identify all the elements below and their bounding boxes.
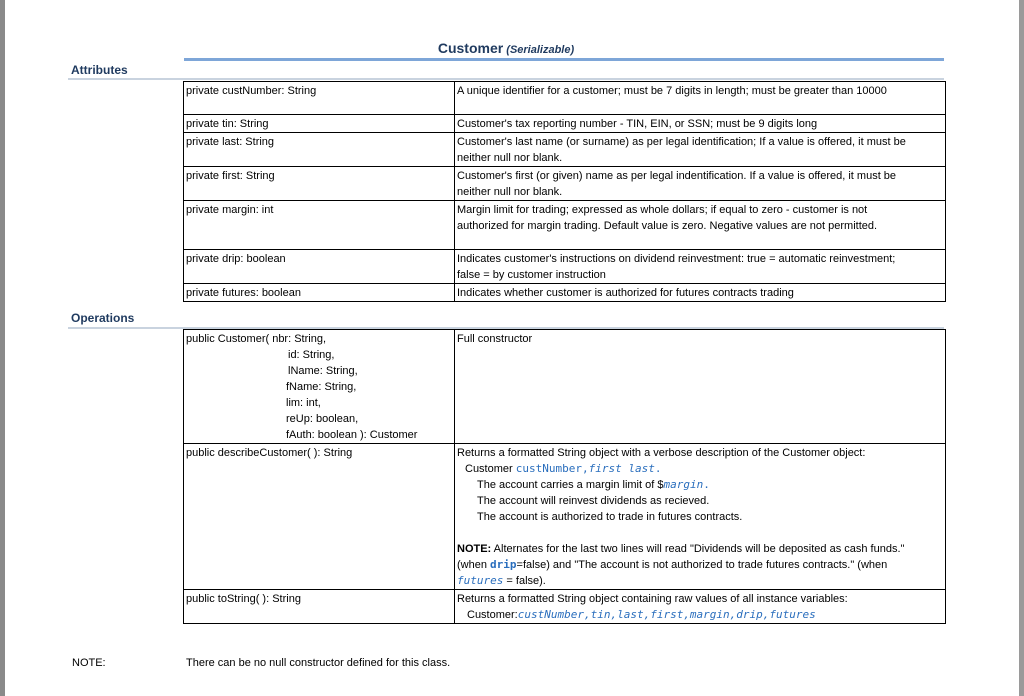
footer-note-text: There can be no null constructor defined for this class. [186,657,451,669]
attribute-signature: private last: String [184,133,455,167]
attribute-signature: private tin: String [184,115,455,133]
attributes-rule [68,78,944,80]
attribute-signature: private futures: boolean [184,284,455,302]
table-row [184,250,946,284]
table-row [184,590,946,624]
class-name: Customer [437,40,504,56]
attributes-heading: Attributes [71,63,128,77]
page-title [0,40,1012,56]
window-edge-left [0,0,5,696]
attribute-signature: private drip: boolean [184,250,455,284]
table-row [184,167,946,201]
attribute-description: Customer's last name (or surname) as per legal identification; If a value is offered, it must be neither null nor blank. [455,133,946,167]
attribute-description: Indicates whether customer is authorized for futures contracts trading [455,284,946,302]
operation-description: Full constructor [455,330,946,444]
attribute-signature: private first: String [184,167,455,201]
attribute-description: Customer's tax reporting number - TIN, EIN, or SSN; must be 9 digits long [455,115,946,133]
window-edge-right [1019,0,1024,696]
table-row [184,133,946,167]
table-row [184,284,946,302]
attribute-signature: private custNumber: String [184,82,455,115]
table-row [184,82,946,115]
table-row [184,115,946,133]
operations-heading: Operations [71,311,135,325]
footer-note-label: NOTE: [72,657,106,669]
table-row [184,201,946,250]
operation-signature: public describeCustomer( ): String [184,444,455,590]
class-interface: (Serializable) [506,44,575,56]
attributes-table [183,81,946,302]
attribute-description: A unique identifier for a customer; must be 7 digits in length; must be greater than 10000 [455,82,946,115]
attribute-description: Margin limit for trading; expressed as whole dollars; if equal to zero - customer is not authorized for margin trading. Default value is zero. Negative values are not permitted. [455,201,946,250]
table-row [184,444,946,590]
attribute-signature: private margin: int [184,201,455,250]
attribute-description: Indicates customer's instructions on dividend reinvestment: true = automatic reinvestment; false = by customer instruction [455,250,946,284]
operation-description: Returns a formatted String object containing raw values of all instance variables: Customer:custNumber,tin,last,first,margin,drip,futures [455,590,946,624]
operations-table [183,329,946,624]
title-rule [184,58,944,61]
operation-description: Returns a formatted String object with a verbose description of the Customer object: Customer custNumber,first last. The account carries a margin limit of $margin. The account will reinvest dividends as recieved. The account is authorized to trade in futures contracts. NOTE: Alternates for the last two lines will read "Dividends will be deposited as cash funds." (when drip=false) and "The account is not authorized to trade futures contracts." (when futures = false). [455,444,946,590]
operation-signature: public Customer( nbr: String, id: String, lName: String, fName: String, lim: int, reUp: boolean, fAuth: boolean ): Customer [184,330,455,444]
operation-signature: public toString( ): String [184,590,455,624]
attribute-description: Customer's first (or given) name as per legal indentification. If a value is offered, it must be neither null nor blank. [455,167,946,201]
table-row [184,330,946,444]
